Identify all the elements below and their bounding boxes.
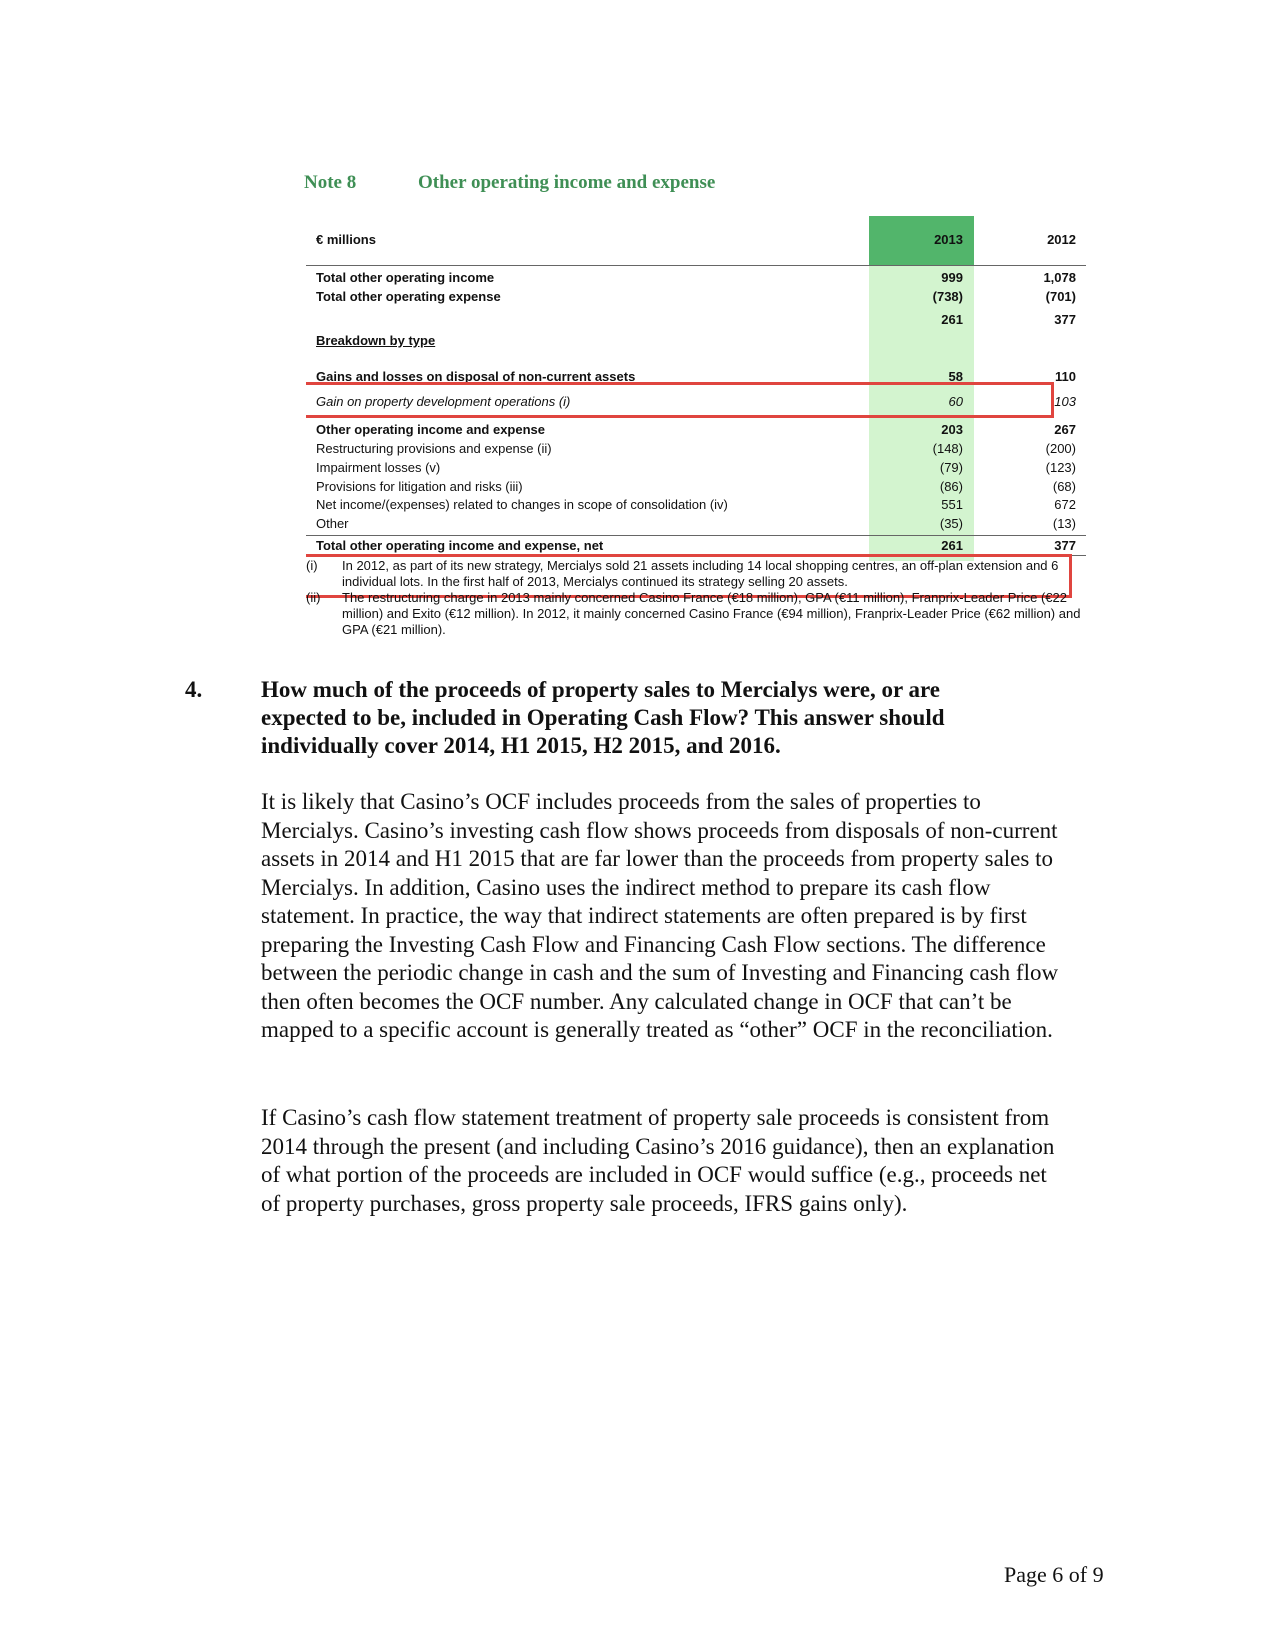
footnote-mark: (i) <box>306 558 318 573</box>
row-label: Total other operating expense <box>316 289 501 304</box>
row-value-2012: (123) <box>1045 460 1076 475</box>
footnote-mark: (ii) <box>306 590 321 605</box>
row-label: Other <box>316 516 349 531</box>
row-label: Restructuring provisions and expense (ii) <box>316 441 552 456</box>
page-number: Page 6 of 9 <box>1004 1562 1104 1587</box>
highlight-box-property-gain <box>306 382 1054 418</box>
row-value-2013: 551 <box>941 497 963 512</box>
row-value-2012: 672 <box>1054 497 1076 512</box>
question-number: 4. <box>185 677 203 702</box>
row-value-2013: 999 <box>941 270 963 285</box>
row-value-2013: 58 <box>948 369 963 384</box>
note-title: Other operating income and expense <box>418 172 716 193</box>
note-number: Note 8 <box>304 172 357 193</box>
answer-paragraph: It is likely that Casino’s OCF includes proceeds from the sales of properties to Mercialys. Casino’s investing cash flow shows proceeds from disposals of non-current assets in 2014 and H1 2015 that are far lower than the proceeds from property sales to Mercialys. In addition, Casino uses the indirect method to prepare its cash flow statement. In practice, the way that indirect statements are often prepared is by first preparing the Investing Cash Flow and Financing Cash Flow sections. The difference between the periodic change in cash and the sum of Investing and Financing cash flow then often becomes the OCF number. Any calculated change in OCF that can’t be mapped to a specific account is generally treated as “other” OCF in the reconciliation. <box>261 789 1059 1042</box>
row-value-2012: (701) <box>1045 289 1076 304</box>
question-text: How much of the proceeds of property sales to Mercialys were, or are expected to be, included in Operating Cash Flow? This answer should individually cover 2014, H1 2015, H2 2015, and 2016. <box>261 677 945 758</box>
subtotal-value-2012: 377 <box>1054 312 1076 327</box>
breakdown-heading: Breakdown by type <box>316 333 436 348</box>
answer-paragraph: If Casino’s cash flow statement treatment of property sale proceeds is consistent from 2014 through the present (and including Casino’s 2016 guidance), then an explanation of what portion of the proceeds are included in OCF would suffice (e.g., proceeds net of property purchases, gross property sale proceeds, IFRS gains only). <box>261 1105 1055 1216</box>
table-rule <box>306 535 1086 536</box>
row-value-2013: (79) <box>939 460 963 475</box>
row-value-2013: (148) <box>932 441 963 456</box>
footnote-text: The restructuring charge in 2013 mainly concerned Casino France (€18 million), GPA (€11 million), Franprix-Leader Price (€22 million) and Exito (€12 million). In 2012, it mainly concerned Casino France (€94 million), Franprix-Leader Price (€62 million) and GPA (€21 million). <box>342 590 1081 637</box>
row-value-2013: 60 <box>948 394 963 409</box>
row-value-2012: (13) <box>1052 516 1076 531</box>
row-value-2013: 203 <box>941 422 963 437</box>
row-value-2012: 110 <box>1055 369 1076 384</box>
row-value-2012: (200) <box>1045 441 1076 456</box>
row-value-2012: (68) <box>1052 479 1076 494</box>
row-label: Gain on property development operations (i) <box>316 394 571 409</box>
row-value-2012: 1,078 <box>1043 270 1076 285</box>
row-value-2013: (35) <box>939 516 963 531</box>
subtotal-value-2013: 261 <box>941 312 963 327</box>
total-row-value-2012: 377 <box>1054 538 1076 553</box>
row-label: Provisions for litigation and risks (iii) <box>316 479 523 494</box>
row-label: Other operating income and expense <box>316 422 545 437</box>
footnote-text: In 2012, as part of its new strategy, Mercialys sold 21 assets including 14 local shopping centres, an off-plan extension and 6 individual lots. In the first half of 2013, Mercialys continued its strategy selling 20 assets. <box>342 558 1059 589</box>
row-value-2013: (738) <box>932 289 963 304</box>
unit-label: € millions <box>316 232 376 247</box>
row-value-2013: (86) <box>939 479 963 494</box>
row-label: Impairment losses (v) <box>316 460 441 475</box>
total-row-value-2013: 261 <box>941 538 963 553</box>
row-label: Total other operating income <box>316 270 495 285</box>
column-header-2012: 2012 <box>1047 232 1076 247</box>
row-value-2012: 103 <box>1054 394 1076 409</box>
total-row-label: Total other operating income and expense, net <box>316 538 604 553</box>
financial-table-excerpt <box>306 216 1088 646</box>
table-rule <box>306 265 1086 266</box>
column-header-2013: 2013 <box>934 232 963 247</box>
row-label: Net income/(expenses) related to changes in scope of consolidation (iv) <box>316 497 728 512</box>
row-value-2012: 267 <box>1054 422 1076 437</box>
row-label: Gains and losses on disposal of non-current assets <box>316 369 636 384</box>
